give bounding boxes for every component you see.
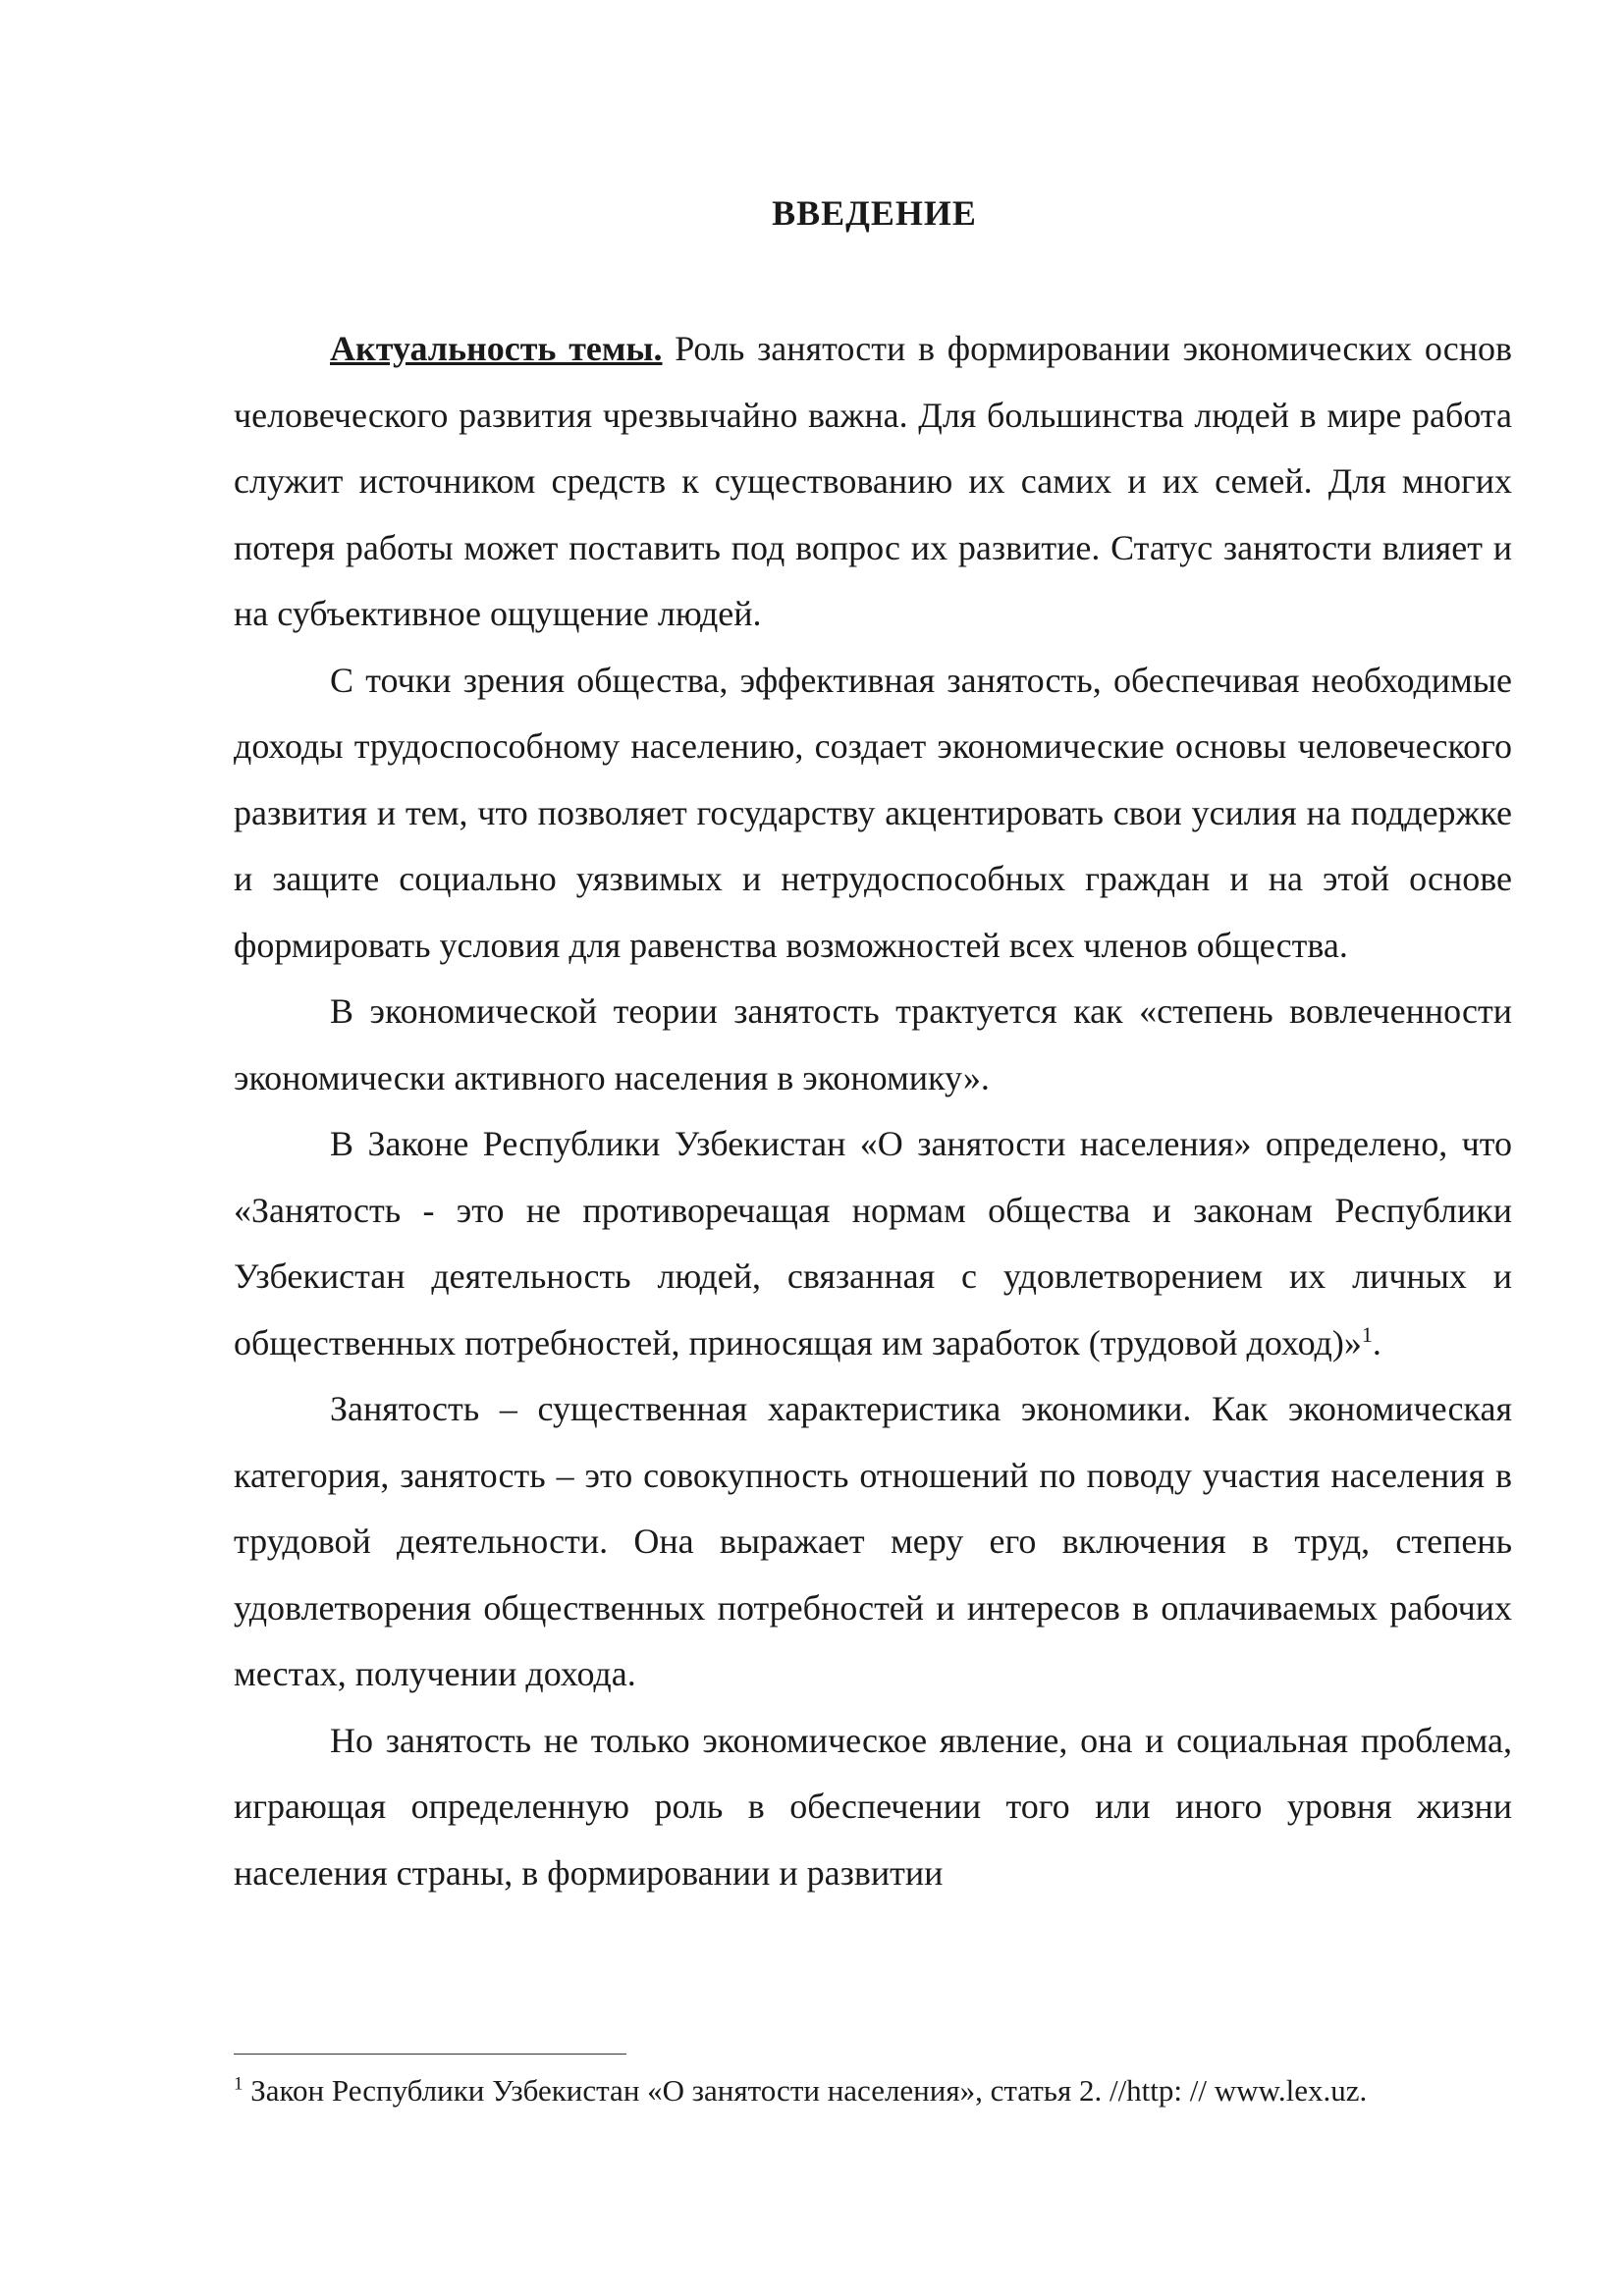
paragraph-theory: В экономической теории занятость трактуется как «степень вовлеченности экономически активного населения в экономику». — [234, 991, 1512, 1097]
relevance-lead: Актуальность темы. — [330, 329, 663, 368]
page-title: ВВЕДЕНИЕ — [772, 193, 977, 233]
law-text-end: . — [1372, 1322, 1381, 1362]
footnote-divider — [234, 2054, 626, 2055]
footnote-reference: 1 — [1361, 1321, 1373, 1347]
paragraph-employment: Занятость – существенная характеристика экономики. Как экономическая категория, занятость – это совокупность отношений по поводу участия населения в трудовой деятельности. Она выражает меру его включения в труд, степень удовлетворения общественных потребностей и интересов в оплачиваемых рабочих местах, получении дохода. — [234, 1389, 1512, 1693]
body-text — [234, 316, 1512, 1906]
footnote-mark: 1 — [234, 2073, 244, 2095]
relevance-text: Роль занятости в формировании экономических основ человеческого развития чрезвычайно важна. Для большинства людей в мире работа служит источником средств к существованию их самих и их семей. Для многих потеря работы может поставить под вопрос их развитие. Статус занятости влияет и на субъективное ощущение людей. — [234, 329, 1513, 633]
paragraph-relevance — [234, 316, 1512, 648]
paragraph-law — [234, 1111, 1512, 1376]
paragraph-society: С точки зрения общества, эффективная занятость, обеспечивая необходимые доходы трудоспособному населению, создает экономические основы человеческого развития и тем, что позволяет государству акцентировать свои усилия на поддержке и защите социально уязвимых и нетрудоспособных граждан и на этой основе формировать условия для равенства возможностей всех членов общества. — [234, 660, 1512, 965]
footnote — [234, 2071, 1512, 2110]
footnote-text: Закон Республики Узбекистан «О занятости населения», статья 2. //http: // www.lex.uz. — [243, 2073, 1368, 2108]
law-text: В Законе Республики Узбекистан «О занятости населения» определено, что «Занятость - это не противоречащая нормам общества и законам Республики Узбекистан деятельность людей, связанная с удовлетворением их личных и общественных потребностей, приносящая им заработок (трудовой доход)» — [234, 1124, 1512, 1362]
paragraph-social: Но занятость не только экономическое явление, она и социальная проблема, играющая определенную роль в обеспечении того или иного уровня жизни населения страны, в формировании и развитии — [234, 1720, 1512, 1893]
